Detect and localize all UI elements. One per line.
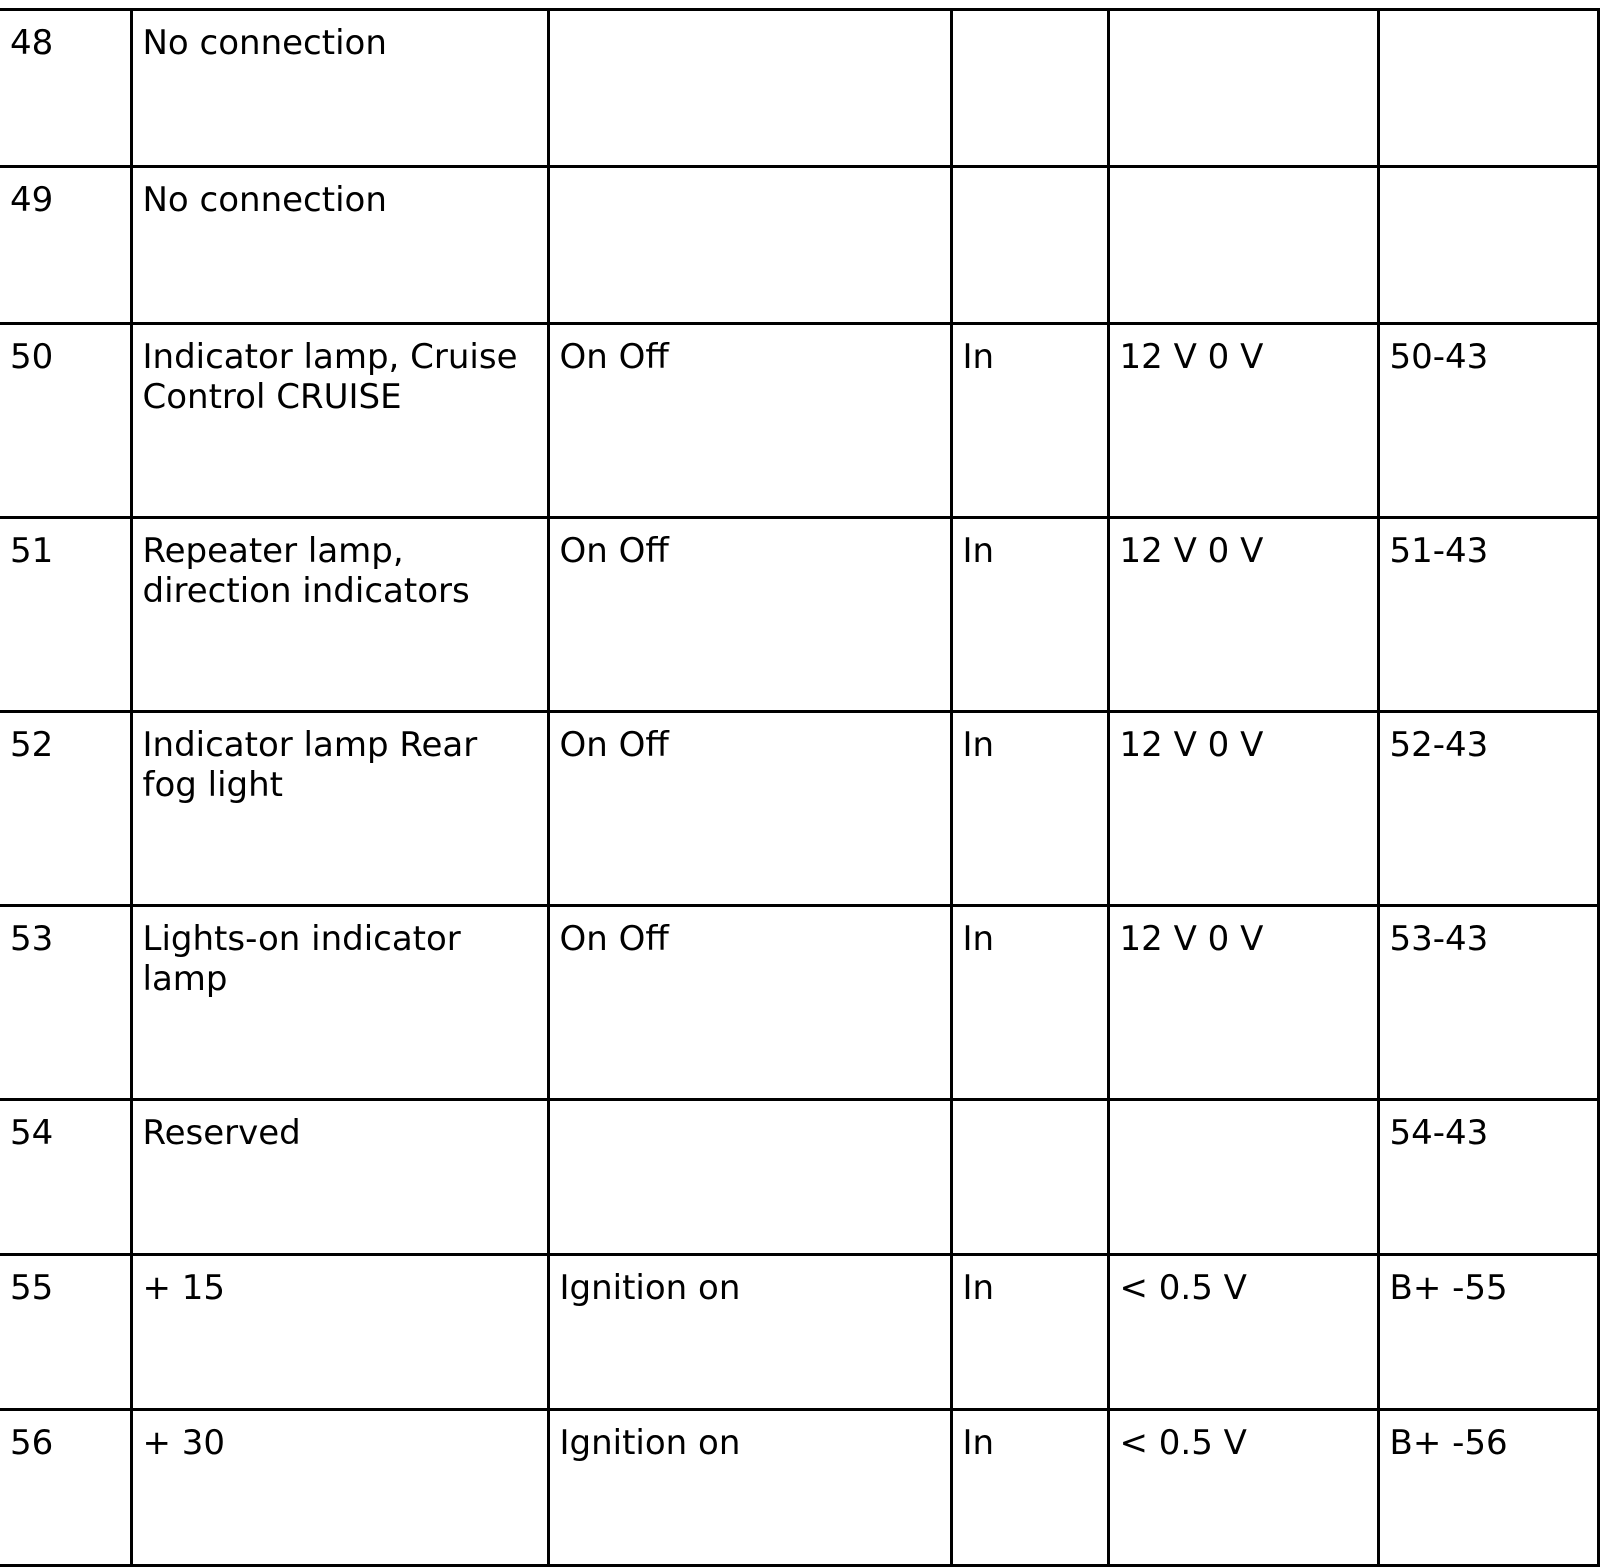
condition-cell (548, 10, 951, 167)
function-cell: Indicator lamp Rear fog light (131, 712, 548, 906)
measure-cell: 54-43 (1378, 1100, 1598, 1255)
table-row (0, 324, 1598, 518)
measure-cell: B+ -56 (1378, 1410, 1598, 1566)
measure-cell: B+ -55 (1378, 1255, 1598, 1410)
direction-cell (951, 10, 1108, 167)
table-row (0, 1255, 1598, 1410)
function-cell: Reserved (131, 1100, 548, 1255)
direction-cell: In (951, 712, 1108, 906)
pin-table (0, 8, 1600, 1567)
value-cell: 12 V 0 V (1108, 324, 1378, 518)
condition-cell: On Off (548, 712, 951, 906)
pin-number-cell: 48 (0, 10, 131, 167)
value-cell: < 0.5 V (1108, 1255, 1378, 1410)
direction-cell: In (951, 906, 1108, 1100)
condition-cell (548, 1100, 951, 1255)
table-row (0, 518, 1598, 712)
value-cell (1108, 10, 1378, 167)
measure-cell: 53-43 (1378, 906, 1598, 1100)
condition-cell: Ignition on (548, 1410, 951, 1566)
direction-cell (951, 167, 1108, 324)
function-cell: Repeater lamp, direction indicators (131, 518, 548, 712)
pin-number-cell: 55 (0, 1255, 131, 1410)
value-cell: < 0.5 V (1108, 1410, 1378, 1566)
condition-cell: On Off (548, 906, 951, 1100)
function-cell: No connection (131, 167, 548, 324)
value-cell: 12 V 0 V (1108, 906, 1378, 1100)
pin-number-cell: 53 (0, 906, 131, 1100)
table-row (0, 1100, 1598, 1255)
table-row (0, 1410, 1598, 1566)
value-cell: 12 V 0 V (1108, 712, 1378, 906)
value-cell (1108, 1100, 1378, 1255)
pin-number-cell: 51 (0, 518, 131, 712)
table-row (0, 712, 1598, 906)
condition-cell: Ignition on (548, 1255, 951, 1410)
table-row (0, 906, 1598, 1100)
pin-number-cell: 56 (0, 1410, 131, 1566)
measure-cell (1378, 10, 1598, 167)
value-cell: 12 V 0 V (1108, 518, 1378, 712)
pin-number-cell: 52 (0, 712, 131, 906)
direction-cell: In (951, 1410, 1108, 1566)
function-cell: + 15 (131, 1255, 548, 1410)
pin-number-cell: 50 (0, 324, 131, 518)
measure-cell (1378, 167, 1598, 324)
pin-number-cell: 49 (0, 167, 131, 324)
function-cell: + 30 (131, 1410, 548, 1566)
function-cell: Indicator lamp, Cruise Control CRUISE (131, 324, 548, 518)
table-row (0, 10, 1598, 167)
condition-cell (548, 167, 951, 324)
table-row (0, 167, 1598, 324)
measure-cell: 51-43 (1378, 518, 1598, 712)
pin-number-cell: 54 (0, 1100, 131, 1255)
condition-cell: On Off (548, 518, 951, 712)
measure-cell: 50-43 (1378, 324, 1598, 518)
value-cell (1108, 167, 1378, 324)
function-cell: Lights-on indicator lamp (131, 906, 548, 1100)
function-cell: No connection (131, 10, 548, 167)
measure-cell: 52-43 (1378, 712, 1598, 906)
direction-cell: In (951, 324, 1108, 518)
direction-cell (951, 1100, 1108, 1255)
direction-cell: In (951, 518, 1108, 712)
condition-cell: On Off (548, 324, 951, 518)
direction-cell: In (951, 1255, 1108, 1410)
